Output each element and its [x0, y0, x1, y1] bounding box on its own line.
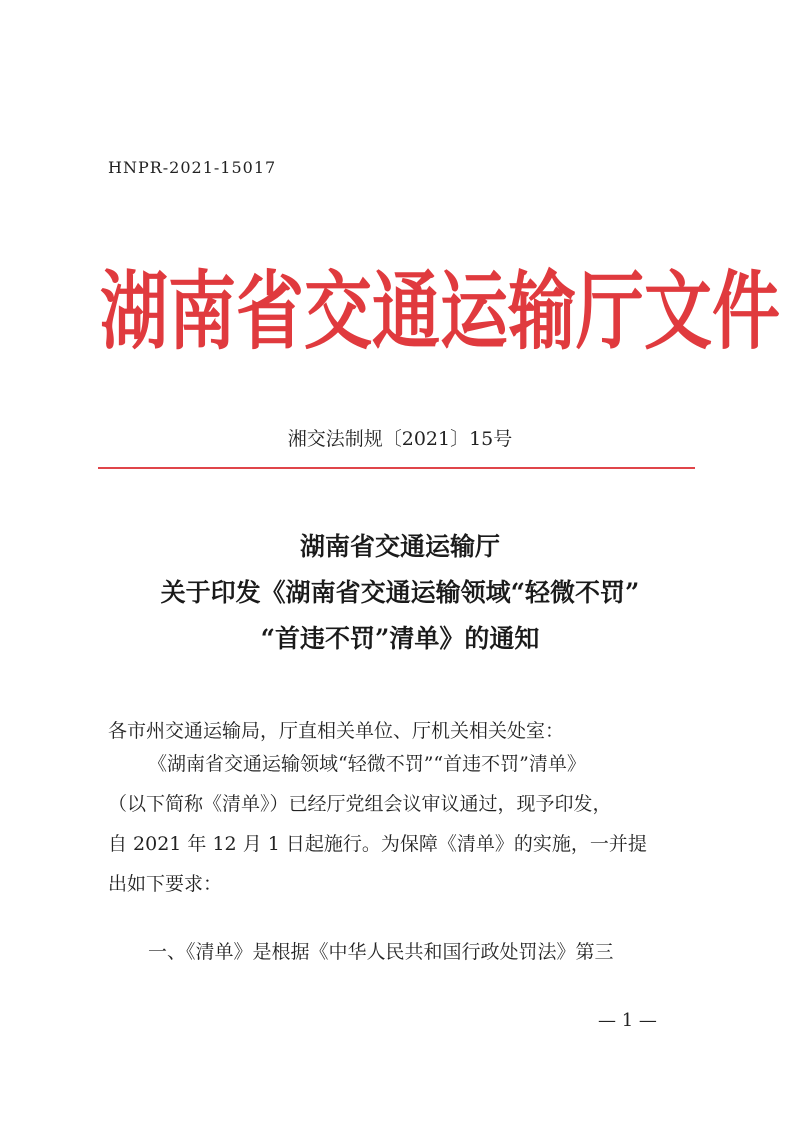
- masthead-title: 湖南省交通运输厅文件: [100, 262, 781, 362]
- title-line: 关于印发《湖南省交通运输领域“轻微不罚”: [160, 578, 640, 607]
- addressee: 各市州交通运输局，厅直相关单位、厅机关相关处室：: [108, 720, 565, 742]
- paragraph-line: 一、《清单》是根据《中华人民共和国行政处罚法》第三: [148, 941, 614, 963]
- paragraph-line: 出如下要求：: [108, 873, 223, 895]
- title-line: “首违不罚”清单》的通知: [260, 624, 540, 653]
- page-number: — 1 —: [598, 1010, 657, 1031]
- document-number: 湘交法制规〔2021〕15号: [287, 428, 513, 450]
- red-divider: [98, 467, 695, 469]
- title-line: 湖南省交通运输厅: [299, 532, 500, 561]
- paragraph-line: 自 2021 年 12 月 1 日起施行。为保障《清单》的实施，一并提: [108, 833, 647, 855]
- paragraph-line: （以下简称《清单》）已经厅党组会议审议通过，现予印发，: [108, 793, 612, 815]
- paragraph-1: [108, 744, 682, 904]
- notice-title: [80, 524, 720, 662]
- paragraph-2: [108, 932, 682, 972]
- document-code: HNPR-2021-15017: [108, 158, 277, 177]
- paragraph-line: 《湖南省交通运输领域“轻微不罚”“首违不罚”清单》: [148, 753, 586, 775]
